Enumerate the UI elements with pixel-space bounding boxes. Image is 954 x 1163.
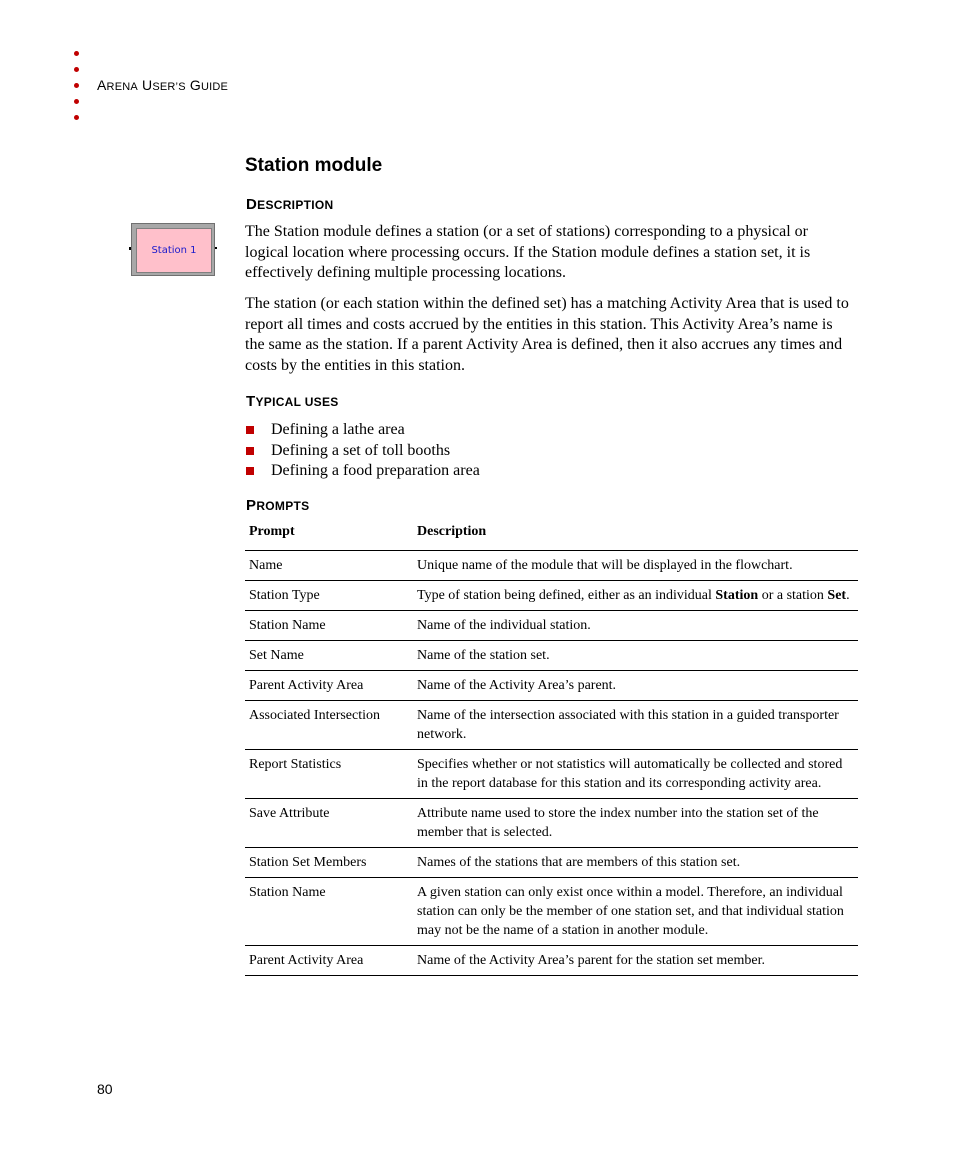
list-item xyxy=(246,461,480,482)
header-text: UIDE xyxy=(200,81,229,93)
module-frame xyxy=(131,223,215,276)
description-text: . xyxy=(846,588,850,603)
page-title: Station module xyxy=(245,155,383,176)
description-cell: Specifies whether or not statistics will automatically be collected and stored in the report database for this station and its corresponding activity area. xyxy=(413,750,858,799)
list-item-text: Defining a food preparation area xyxy=(271,462,480,479)
list-item xyxy=(246,441,480,462)
table-row xyxy=(245,581,858,611)
table-row xyxy=(245,551,858,581)
description-cell xyxy=(413,581,858,611)
prompt-cell: Name xyxy=(245,551,413,581)
prompt-cell: Parent Activity Area xyxy=(245,671,413,701)
table-header-row xyxy=(245,519,858,551)
section-heading-prompts xyxy=(246,497,309,514)
prompt-cell: Station Name xyxy=(245,611,413,641)
prompt-cell: Save Attribute xyxy=(245,799,413,848)
description-cell: Name of the Activity Area’s parent for the station set member. xyxy=(413,946,858,976)
margin-dot xyxy=(74,115,79,120)
typical-uses-list xyxy=(246,420,480,482)
table-row xyxy=(245,701,858,750)
description-cell: Name of the individual station. xyxy=(413,611,858,641)
prompt-cell: Station Set Members xyxy=(245,848,413,878)
table-row xyxy=(245,641,858,671)
table-row xyxy=(245,799,858,848)
description-cell: A given station can only exist once within a model. Therefore, an individual station can only be the member of one station set, and that individual station may not be the name of a station in another module. xyxy=(413,878,858,946)
module-label: Station 1 xyxy=(136,228,212,273)
header-text: G xyxy=(189,77,201,93)
table-row xyxy=(245,611,858,641)
prompts-table xyxy=(245,519,858,976)
table-row xyxy=(245,878,858,946)
heading-text: T xyxy=(246,393,256,410)
header-text: SER xyxy=(152,81,176,93)
margin-dot xyxy=(74,83,79,88)
header-text: S xyxy=(178,81,186,93)
table-row xyxy=(245,671,858,701)
description-cell: Name of the intersection associated with this station in a guided transporter network. xyxy=(413,701,858,750)
description-cell: Unique name of the module that will be displayed in the flowchart. xyxy=(413,551,858,581)
prompt-cell: Set Name xyxy=(245,641,413,671)
header-text: U xyxy=(142,77,153,93)
section-heading-description xyxy=(246,196,333,213)
description-bold-text: Station xyxy=(715,588,759,603)
margin-dot xyxy=(74,67,79,72)
list-item xyxy=(246,420,480,441)
header-text: RENA xyxy=(106,81,138,93)
description-text: or a station xyxy=(758,588,828,603)
section-heading-typical-uses xyxy=(246,393,339,410)
description-cell: Name of the Activity Area’s parent. xyxy=(413,671,858,701)
heading-text: ESCRIPTION xyxy=(257,198,334,212)
square-bullet-icon xyxy=(246,467,254,475)
prompt-cell: Parent Activity Area xyxy=(245,946,413,976)
heading-text: ROMPTS xyxy=(256,499,310,513)
margin-dot xyxy=(74,51,79,56)
heading-text: D xyxy=(246,196,258,213)
square-bullet-icon xyxy=(246,426,254,434)
running-header xyxy=(97,77,228,93)
margin-dot xyxy=(74,99,79,104)
column-header-description: Description xyxy=(413,519,858,551)
prompt-cell: Report Statistics xyxy=(245,750,413,799)
description-cell: Name of the station set. xyxy=(413,641,858,671)
column-header-prompt: Prompt xyxy=(245,519,413,551)
table-row xyxy=(245,750,858,799)
prompt-cell: Station Type xyxy=(245,581,413,611)
prompt-cell: Associated Intersection xyxy=(245,701,413,750)
station-module-icon xyxy=(129,223,217,278)
header-text: A xyxy=(97,77,107,93)
header-text: ’ xyxy=(175,81,179,93)
description-cell: Names of the stations that are members of this station set. xyxy=(413,848,858,878)
description-cell: Attribute name used to store the index number into the station set of the member that is selected. xyxy=(413,799,858,848)
description-bold-text: Set xyxy=(827,588,847,603)
list-item-text: Defining a set of toll booths xyxy=(271,441,451,459)
prompt-cell: Station Name xyxy=(245,878,413,946)
square-bullet-icon xyxy=(246,447,254,455)
description-paragraph: The station (or each station within the defined set) has a matching Activity Area that is used to report all times and costs accrued by the entities in this station. This Activity Area’s name is the same as the station. If a parent Activity Area is defined, then it also accrues any times and costs by the entities in this station. xyxy=(245,295,849,374)
table-row xyxy=(245,946,858,976)
heading-text: P xyxy=(246,497,257,514)
page-number: 80 xyxy=(97,1081,113,1097)
description-paragraph: The Station module defines a station (or a set of stations) corresponding to a physical or logical location where processing occurs. If the Station module defines a station set, it is effectively defining multiple processing locations. xyxy=(245,223,811,281)
list-item-text: Defining a lathe area xyxy=(271,421,405,438)
heading-text: YPICAL USES xyxy=(255,395,339,409)
description-text: Type of station being defined, either as an individual xyxy=(417,588,716,603)
table-row xyxy=(245,848,858,878)
connector-handle xyxy=(215,247,217,249)
